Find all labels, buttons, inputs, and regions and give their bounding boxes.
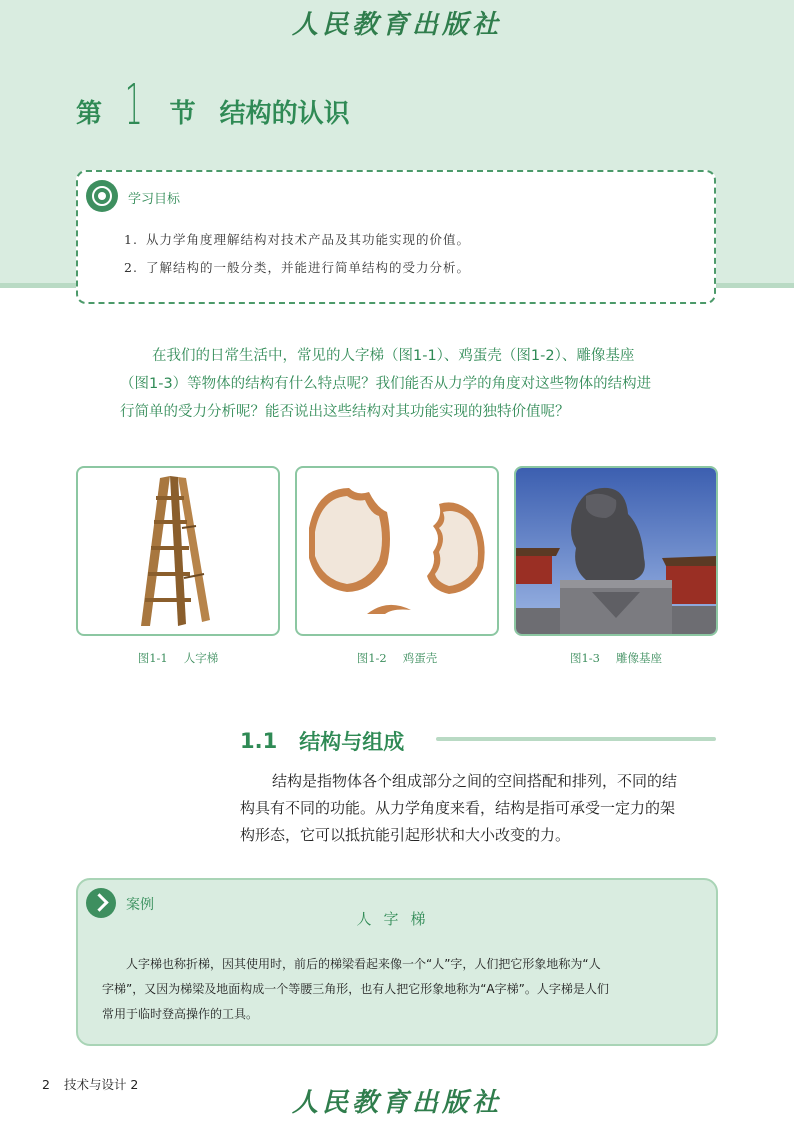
subsection-heading	[240, 726, 404, 756]
subsection-rule	[436, 737, 716, 741]
target-icon	[86, 180, 118, 212]
subsection-number: 1.1	[240, 729, 278, 753]
subsection-title: 结构与组成	[299, 730, 405, 754]
figure-caption: 图1-1 人字梯	[137, 651, 219, 665]
goal-item: 1. 从力学角度理解结构对技术产品及其功能实现的价值。	[124, 232, 471, 247]
section-suffix: 节	[169, 99, 196, 129]
case-label: 案例	[126, 897, 154, 913]
intro-paragraph: 在我们的日常生活中，常见的人字梯（图1-1）、鸡蛋壳（图1-2）、雕像基座 （图1-3）等物体的结构有什么特点呢？我们能否从力学的角度对这些物体的结构进 行简单的受力分析呢？能否说出这些结构对其功能实现的独特价值呢？	[120, 348, 652, 420]
subsection-body: 结构是指物体各个组成部分之间的空间搭配和排列，不同的结 构具有不同的功能。从力学角度来看，结构是指可承受一定力的架 构形态，它可以抵抗能引起形状和大小改变的力。	[240, 772, 678, 844]
section-prefix: 第	[76, 99, 103, 129]
goal-item: 2. 了解结构的一般分类，并能进行简单结构的受力分析。	[124, 260, 471, 275]
eggshell-illustration	[297, 468, 497, 634]
figure-eggshell	[295, 466, 499, 636]
learning-goals-list	[124, 230, 470, 286]
case-body: 人字梯也称折梯，因其使用时，前后的梯梁看起来像一个“人”字，人们把它形象地称为“人 字梯”，又因为梯梁及地面构成一个等腰三角形，也有人把它形象地称为“A字梯”。人字梯是人们 常用于临时登高操作的工具。	[102, 957, 609, 1021]
statue-photo	[516, 468, 716, 634]
learning-goals-box	[76, 170, 716, 304]
section-name: 结构的认识	[219, 99, 350, 129]
book-title: 技术与设计 2	[63, 1077, 139, 1092]
publisher-logo-bottom: 人民教育出版社	[291, 1088, 502, 1118]
page-number: 2	[42, 1077, 50, 1092]
ladder-illustration	[78, 468, 278, 634]
figure-caption: 图1-2 鸡蛋壳	[356, 651, 438, 665]
figure-ladder	[76, 466, 280, 636]
section-number: 1	[124, 73, 143, 138]
learning-goals-title: 学习目标	[128, 192, 181, 207]
figure-statue-base	[514, 466, 718, 636]
section-title	[76, 73, 350, 138]
publisher-logo-top: 人民教育出版社	[291, 10, 502, 40]
case-box	[76, 878, 718, 1046]
figure-caption: 图1-3 雕像基座	[569, 651, 663, 665]
case-title: 人字梯	[356, 910, 438, 928]
